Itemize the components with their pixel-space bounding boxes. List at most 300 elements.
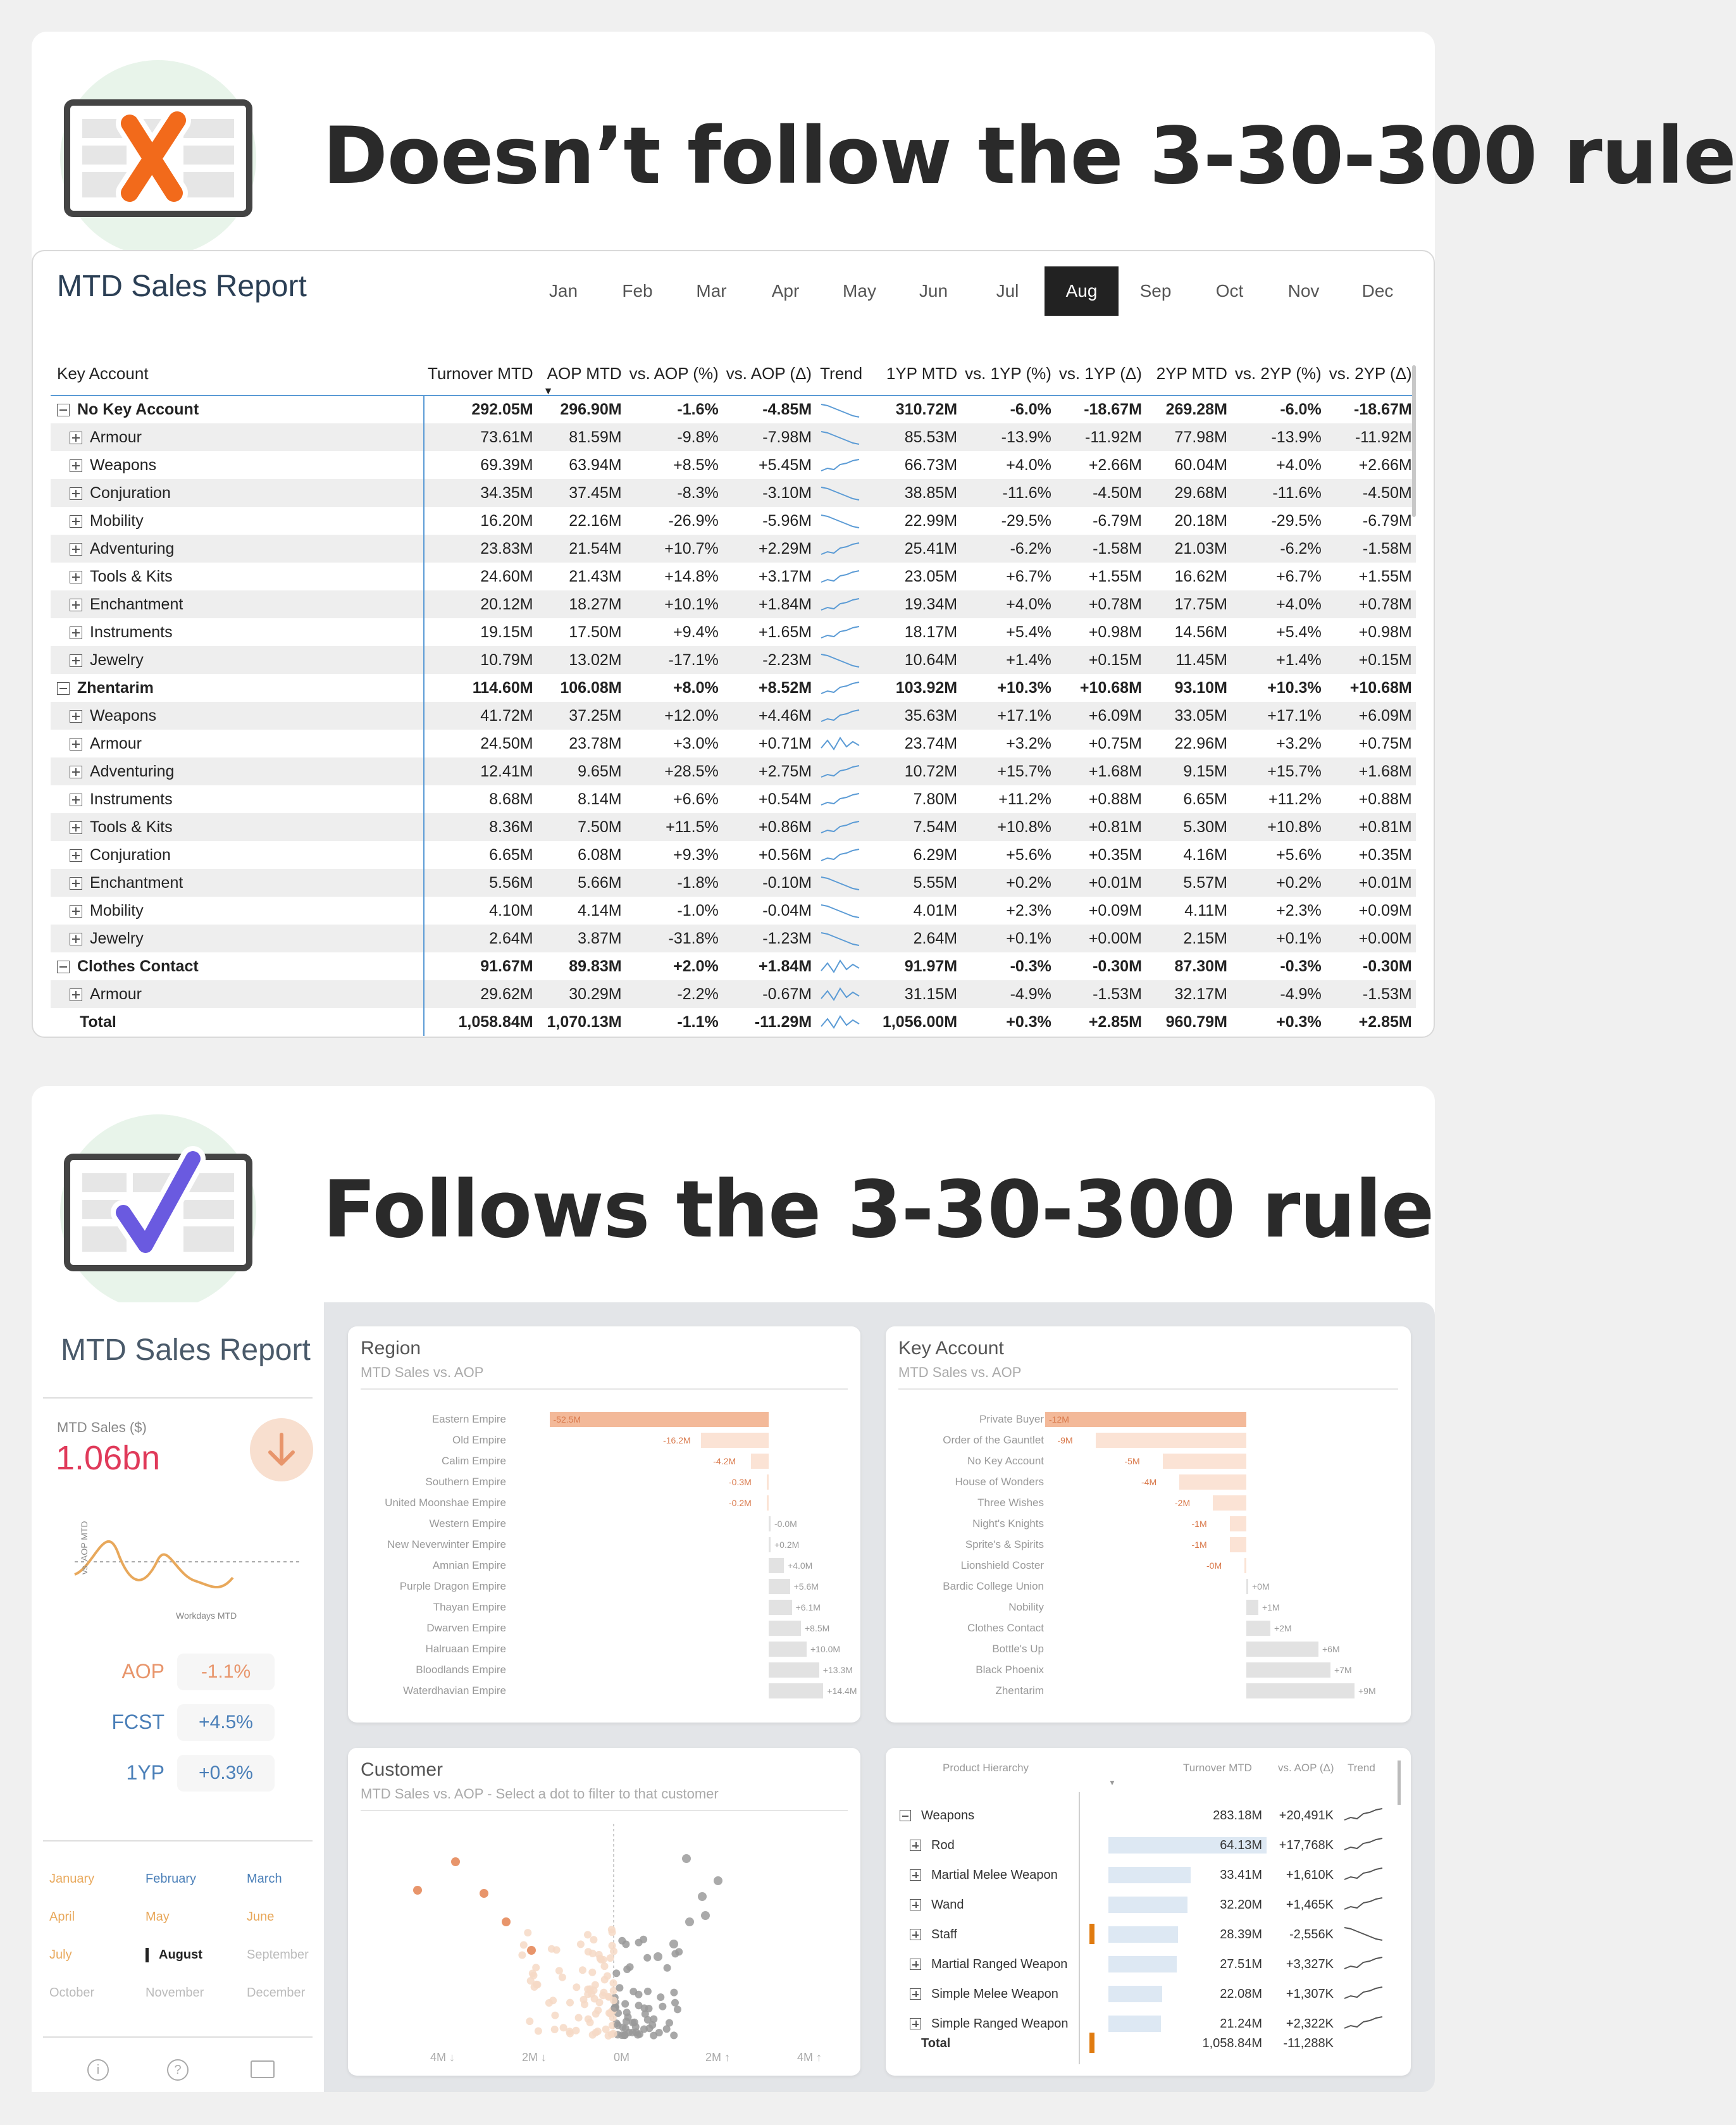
table-scrollbar[interactable] — [1398, 1760, 1401, 1805]
customer-dot — [611, 2004, 618, 2012]
bar-label: Waterdhavian Empire — [403, 1685, 506, 1697]
value-cell: 21.43M — [569, 567, 622, 585]
value-cell: 960.79M — [1165, 1013, 1227, 1031]
bar[interactable] — [751, 1454, 769, 1469]
row-name: Conjuration — [90, 845, 171, 864]
divider — [898, 1388, 1398, 1390]
trend-sparkline — [821, 595, 860, 614]
value-cell: 23.78M — [569, 734, 622, 752]
expand-icon[interactable] — [70, 933, 82, 945]
customer-dot — [600, 1956, 607, 1964]
month-mar[interactable]: Mar — [696, 281, 727, 301]
value-cell: 106.08M — [560, 678, 622, 697]
bar-label: Nobility — [1008, 1601, 1044, 1613]
column-header[interactable]: vs. 1YP (Δ) — [1058, 364, 1142, 383]
expand-icon[interactable] — [70, 654, 82, 667]
bar-label: No Key Account — [967, 1455, 1044, 1467]
trend-sparkline — [1344, 1983, 1384, 2002]
value-cell: +0.1% — [1231, 925, 1325, 952]
customer-scatter-plot[interactable] — [361, 1817, 848, 2071]
customer-dot — [527, 1946, 536, 1955]
value-cell: 4.01M — [913, 901, 958, 919]
expand-icon[interactable] — [70, 543, 82, 556]
value-cell: 20.18M — [1174, 511, 1227, 530]
month-september[interactable]: September — [247, 1948, 309, 1962]
bar[interactable] — [1246, 1579, 1248, 1594]
value-cell: 12.41M — [424, 757, 537, 785]
table-row[interactable] — [51, 479, 1416, 507]
column-header[interactable]: Turnover MTD — [428, 364, 533, 383]
table-row[interactable] — [51, 730, 1416, 757]
value-cell: +5.45M — [759, 456, 812, 474]
column-header[interactable]: vs. AOP (Δ) — [1278, 1762, 1334, 1774]
value-cell: -1.53M — [1325, 980, 1416, 1008]
bar[interactable] — [767, 1495, 769, 1511]
collapse-icon[interactable] — [57, 682, 70, 695]
x-tick-label: 4M ↑ — [797, 2051, 822, 2064]
value-cell: 18.27M — [537, 590, 626, 618]
value-cell: +0.15M — [1325, 646, 1416, 674]
bar-label: House of Wonders — [955, 1476, 1044, 1488]
value-cell: 4.16M — [1183, 845, 1227, 864]
value-cell: 2.15M — [1146, 925, 1231, 952]
value-cell: 5.55M — [866, 869, 961, 897]
delta-value: +1,610K — [1286, 1868, 1334, 1882]
value-cell: -11.92M — [1325, 423, 1416, 451]
value-cell: -4.50M — [1325, 479, 1416, 507]
customer-dot — [579, 1966, 586, 1974]
column-header[interactable]: vs. AOP (Δ) — [726, 364, 812, 383]
bar-label: Order of the Gauntlet — [943, 1434, 1044, 1446]
dashboard-sidebar — [32, 1302, 324, 2092]
customer-dot — [596, 1998, 604, 2006]
total-row[interactable] — [51, 1008, 1416, 1036]
bar-label: Bloodlands Empire — [416, 1664, 506, 1676]
value-cell: 11.45M — [1146, 646, 1231, 674]
bar[interactable] — [1230, 1516, 1247, 1531]
month-apr[interactable]: Apr — [771, 281, 800, 301]
value-cell: +10.7% — [626, 535, 722, 563]
trend-cell — [815, 897, 866, 925]
table-row[interactable] — [51, 980, 1416, 1008]
value-cell: +6.7% — [1006, 567, 1051, 585]
bar[interactable] — [1244, 1558, 1246, 1573]
value-cell: +2.3% — [1006, 901, 1051, 919]
table-row[interactable] — [51, 563, 1416, 590]
bar[interactable] — [1246, 1683, 1355, 1698]
table-row[interactable] — [51, 925, 1416, 952]
table-row[interactable] — [51, 535, 1416, 563]
value-cell: +10.3% — [1267, 678, 1322, 697]
month-november[interactable]: November — [146, 1986, 204, 2000]
customer-dot — [670, 2031, 678, 2039]
value-cell: 10.64M — [866, 646, 961, 674]
customer-dot — [590, 1936, 597, 1943]
value-cell: +6.6% — [673, 790, 719, 808]
table-row[interactable] — [51, 757, 1416, 785]
customer-dot — [635, 1939, 643, 1947]
table-row[interactable] — [51, 507, 1416, 535]
row-label — [51, 785, 424, 813]
value-cell: -2.2% — [626, 980, 722, 1008]
customer-dot — [685, 1917, 694, 1926]
month-sep[interactable]: Sep — [1139, 281, 1172, 301]
matrix-scrollbar[interactable] — [1412, 365, 1416, 517]
bar-value: -2M — [1175, 1498, 1191, 1508]
customer-dot — [480, 1889, 488, 1898]
customer-dot — [644, 1988, 652, 1995]
expand-icon[interactable] — [70, 766, 82, 778]
customer-dot — [551, 2012, 559, 2019]
bar[interactable] — [1179, 1474, 1246, 1490]
expand-icon[interactable] — [70, 905, 82, 918]
month-july[interactable]: July — [49, 1948, 72, 1962]
expand-icon[interactable] — [70, 599, 82, 611]
expand-icon[interactable] — [70, 626, 82, 639]
column-header[interactable]: Trend — [820, 364, 863, 383]
total-delta: -11,288K — [1283, 2036, 1334, 2050]
bar[interactable] — [769, 1621, 801, 1636]
value-cell: 9.15M — [1146, 757, 1231, 785]
trend-sparkline — [821, 567, 860, 586]
table-row[interactable] — [51, 785, 1416, 813]
table-row[interactable] — [51, 423, 1416, 451]
value-cell: 4.14M — [578, 901, 622, 919]
row-name: Weapons — [90, 456, 157, 474]
value-cell: 7.50M — [537, 813, 626, 841]
value-cell: +11.5% — [626, 813, 722, 841]
bar[interactable] — [767, 1474, 769, 1490]
turnover-value: 28.39M — [1220, 1928, 1262, 1941]
customer-dot — [584, 1931, 592, 1938]
trend-sparkline — [821, 428, 860, 447]
month-dec[interactable]: Dec — [1361, 281, 1394, 301]
month-aug[interactable]: Aug — [1045, 266, 1119, 316]
table-row[interactable] — [51, 646, 1416, 674]
bar-value: +5.6M — [793, 1581, 819, 1592]
month-february[interactable]: February — [146, 1872, 197, 1886]
table-row[interactable] — [51, 869, 1416, 897]
customer-dot — [624, 2014, 632, 2021]
customer-dot — [555, 1967, 563, 1974]
value-cell: 310.72M — [895, 401, 958, 418]
value-cell: +17.1% — [1231, 702, 1325, 730]
customer-dot — [701, 1911, 710, 1920]
bar[interactable] — [1213, 1495, 1246, 1511]
value-cell: +2.66M — [1088, 456, 1142, 474]
value-cell: +8.0% — [673, 678, 719, 697]
region-title: Region — [361, 1338, 421, 1359]
region-panel — [348, 1326, 860, 1723]
bar[interactable] — [1230, 1537, 1247, 1552]
x-tick-label: 2M ↓ — [522, 2051, 547, 2064]
month-october[interactable]: October — [49, 1986, 95, 2000]
bar[interactable] — [1045, 1412, 1246, 1427]
month-slicer — [526, 266, 1415, 316]
comment-icon[interactable] — [251, 2060, 275, 2078]
expand-icon[interactable] — [910, 1840, 921, 1851]
trend-cell — [815, 785, 866, 813]
bar[interactable] — [1163, 1454, 1247, 1469]
expand-icon[interactable] — [910, 2018, 921, 2029]
value-cell: +1.55M — [1358, 567, 1412, 585]
row-name: Simple Ranged Weapon — [931, 2017, 1069, 2031]
month-august[interactable]: August — [146, 1948, 202, 1962]
value-cell: +12.0% — [626, 702, 722, 730]
expand-icon[interactable] — [70, 738, 82, 751]
table-row[interactable] — [51, 590, 1416, 618]
bar[interactable] — [769, 1662, 819, 1678]
value-cell: 16.20M — [480, 511, 533, 530]
value-cell: -1.6% — [677, 401, 719, 418]
turnover-value: 283.18M — [1213, 1809, 1262, 1823]
bar-value: -4M — [1141, 1477, 1157, 1487]
keyaccount-subtitle: MTD Sales vs. AOP — [898, 1364, 1022, 1380]
bar-label: Amnian Empire — [432, 1559, 506, 1571]
trend-cell — [815, 396, 866, 423]
value-cell: +0.88M — [1358, 790, 1412, 808]
column-header[interactable]: Turnover MTD — [1183, 1762, 1252, 1774]
column-header[interactable]: vs. 2YP (Δ) — [1329, 364, 1412, 383]
month-jun[interactable]: Jun — [919, 281, 948, 301]
value-cell: +5.6% — [1276, 845, 1322, 864]
row-name: Mobility — [90, 901, 144, 919]
customer-dot — [451, 1857, 460, 1866]
table-row[interactable] — [51, 451, 1416, 479]
value-cell: 2.64M — [424, 925, 537, 952]
month-jan[interactable]: Jan — [549, 281, 578, 301]
column-header[interactable]: Product Hierarchy — [943, 1762, 1029, 1774]
bar[interactable] — [1246, 1662, 1330, 1678]
trend-sparkline — [821, 623, 860, 642]
value-cell: +14.8% — [664, 567, 719, 585]
help-icon[interactable]: ? — [167, 2059, 189, 2081]
value-cell: 87.30M — [1174, 957, 1227, 975]
collapse-icon[interactable] — [900, 1810, 911, 1821]
warning-icon — [1089, 1924, 1094, 1944]
expand-icon[interactable] — [910, 1959, 921, 1970]
month-may[interactable]: May — [843, 281, 876, 301]
bar[interactable] — [769, 1579, 790, 1594]
expand-icon[interactable] — [70, 571, 82, 583]
customer-title: Customer — [361, 1759, 443, 1780]
value-cell: +0.15M — [1055, 646, 1146, 674]
value-cell: 7.54M — [866, 813, 961, 841]
expand-icon[interactable] — [70, 821, 82, 834]
expand-icon[interactable] — [70, 877, 82, 890]
expand-icon[interactable] — [70, 710, 82, 723]
column-header[interactable]: vs. AOP (%) — [629, 364, 719, 383]
month-nov[interactable]: Nov — [1287, 281, 1320, 301]
customer-dot — [621, 2000, 629, 2008]
bar[interactable] — [550, 1412, 769, 1427]
value-cell: 73.61M — [424, 423, 537, 451]
row-label — [51, 674, 424, 702]
trend-cell — [815, 507, 866, 535]
bar-value: +1M — [1262, 1602, 1280, 1612]
value-cell: +5.4% — [1276, 623, 1322, 641]
value-cell: 33.05M — [1146, 702, 1231, 730]
expand-icon[interactable] — [70, 515, 82, 528]
value-cell: +2.85M — [1358, 1013, 1412, 1031]
row-label — [51, 980, 424, 1008]
value-cell: -4.85M — [762, 401, 812, 418]
customer-dot — [612, 1969, 620, 1977]
trend-cell — [815, 841, 866, 869]
bar-label: Eastern Empire — [431, 1413, 506, 1425]
trend-sparkline — [1344, 1894, 1384, 1913]
value-cell: -13.9% — [1231, 423, 1325, 451]
bar[interactable] — [701, 1433, 769, 1448]
customer-dot — [524, 1929, 531, 1936]
value-cell: +0.00M — [1325, 925, 1416, 952]
value-cell: 85.53M — [866, 423, 961, 451]
customer-dot — [674, 2005, 681, 2013]
bar[interactable] — [1096, 1433, 1247, 1448]
customer-dot — [413, 1886, 422, 1895]
column-header[interactable]: Key Account — [57, 364, 149, 383]
value-cell: 13.02M — [537, 646, 626, 674]
value-cell: 30.29M — [537, 980, 626, 1008]
value-cell: 296.90M — [560, 401, 622, 418]
customer-dot — [580, 1996, 588, 2003]
bar-label: Three Wishes — [977, 1497, 1044, 1509]
bad-heading: Doesn’t follow the 3-30-300 rule — [323, 111, 1736, 202]
table-row[interactable] — [51, 952, 1416, 980]
expand-icon[interactable] — [910, 1988, 921, 2000]
bar-label: Thayan Empire — [433, 1601, 506, 1613]
row-label — [51, 646, 424, 674]
customer-dot — [553, 1946, 561, 1954]
bar[interactable] — [769, 1516, 771, 1531]
value-cell: 37.45M — [537, 479, 626, 507]
bar[interactable] — [769, 1558, 784, 1573]
month-january[interactable]: January — [49, 1872, 95, 1886]
collapse-icon[interactable] — [57, 961, 70, 973]
value-cell: 17.50M — [569, 623, 622, 641]
column-header[interactable]: Trend — [1348, 1762, 1375, 1774]
value-cell: 23.83M — [424, 535, 537, 563]
column-header[interactable]: 1YP MTD — [886, 364, 958, 383]
x-tick-label: 2M ↑ — [705, 2051, 731, 2064]
month-march[interactable]: March — [247, 1872, 282, 1886]
month-jul[interactable]: Jul — [996, 281, 1019, 301]
customer-dot — [640, 2026, 648, 2033]
value-cell: +6.09M — [1055, 702, 1146, 730]
customer-dot — [614, 2021, 621, 2029]
table-row[interactable] — [51, 897, 1416, 925]
expand-icon[interactable] — [70, 487, 82, 500]
month-april[interactable]: April — [49, 1910, 75, 1924]
table-row[interactable] — [51, 674, 1416, 702]
kpi-value: 1.06bn — [56, 1439, 161, 1477]
bar[interactable] — [769, 1600, 792, 1615]
month-oct[interactable]: Oct — [1215, 281, 1244, 301]
value-cell: +0.88M — [1088, 790, 1142, 808]
expand-icon[interactable] — [70, 849, 82, 862]
row-name: Martial Melee Weapon — [931, 1868, 1058, 1882]
row-label — [51, 757, 424, 785]
row-label — [51, 897, 424, 925]
expand-icon[interactable] — [910, 1929, 921, 1940]
trend-cell — [815, 535, 866, 563]
turnover-value: 22.08M — [1220, 1987, 1262, 2001]
value-cell: -17.1% — [626, 646, 722, 674]
table-row[interactable] — [51, 841, 1416, 869]
value-cell: +1.84M — [722, 590, 815, 618]
table-row[interactable] — [51, 813, 1416, 841]
month-december[interactable]: December — [247, 1986, 306, 2000]
value-cell: +0.56M — [759, 845, 812, 864]
bar-label: Lionshield Coster — [960, 1559, 1044, 1571]
bar[interactable] — [1246, 1621, 1270, 1636]
value-cell: -6.0% — [1010, 401, 1051, 418]
value-cell: +4.0% — [1276, 456, 1322, 474]
row-label — [51, 535, 424, 563]
table-row[interactable] — [51, 396, 1416, 423]
collapse-icon[interactable] — [57, 404, 70, 416]
expand-icon[interactable] — [910, 1899, 921, 1910]
x-tick-label: 0M — [614, 2051, 630, 2064]
down-arrow-icon — [250, 1418, 313, 1481]
month-may[interactable]: May — [146, 1910, 170, 1924]
value-cell: +0.98M — [1088, 623, 1142, 641]
value-cell: +1.68M — [1325, 757, 1416, 785]
value-cell: +2.3% — [1276, 901, 1322, 919]
expand-icon[interactable] — [70, 794, 82, 806]
bar[interactable] — [769, 1683, 823, 1698]
expand-icon[interactable] — [70, 459, 82, 472]
expand-icon[interactable] — [70, 988, 82, 1001]
check-mark-icon — [57, 1111, 259, 1314]
customer-dot — [610, 2030, 617, 2038]
expand-icon[interactable] — [910, 1869, 921, 1881]
spark-xlabel: Workdays MTD — [176, 1611, 237, 1621]
info-icon[interactable]: i — [87, 2059, 109, 2081]
month-feb[interactable]: Feb — [622, 281, 653, 301]
bar[interactable] — [1246, 1600, 1258, 1615]
value-cell: -1.53M — [1055, 980, 1146, 1008]
trend-sparkline — [821, 1013, 860, 1031]
table-row[interactable] — [51, 618, 1416, 646]
month-june[interactable]: June — [247, 1910, 275, 1924]
table-row[interactable] — [51, 702, 1416, 730]
bar-value: -16.2M — [663, 1435, 691, 1445]
value-cell: 4.10M — [489, 901, 533, 919]
column-header[interactable]: vs. 1YP (%) — [965, 364, 1051, 383]
column-header[interactable]: 2YP MTD — [1156, 364, 1227, 383]
value-cell: 1,058.84M — [458, 1013, 533, 1031]
bar[interactable] — [1246, 1642, 1318, 1657]
customer-dot — [594, 2028, 602, 2035]
value-cell: 91.67M — [480, 957, 533, 975]
expand-icon[interactable] — [70, 432, 82, 444]
column-header[interactable]: AOP MTD ▼ — [543, 364, 622, 397]
value-cell: +11.2% — [998, 790, 1051, 808]
value-cell: 16.62M — [1174, 567, 1227, 585]
customer-dot — [584, 1986, 592, 1993]
customer-dot — [535, 2028, 542, 2035]
value-cell: -18.67M — [1354, 401, 1412, 418]
bar[interactable] — [769, 1537, 771, 1552]
column-header[interactable]: vs. 2YP (%) — [1234, 364, 1322, 383]
bar[interactable] — [769, 1642, 807, 1657]
row-label — [51, 423, 424, 451]
customer-dot — [551, 2026, 559, 2033]
bar-value: -5M — [1124, 1456, 1140, 1466]
customer-dot — [602, 2026, 610, 2033]
value-cell: 6.65M — [1183, 790, 1227, 808]
